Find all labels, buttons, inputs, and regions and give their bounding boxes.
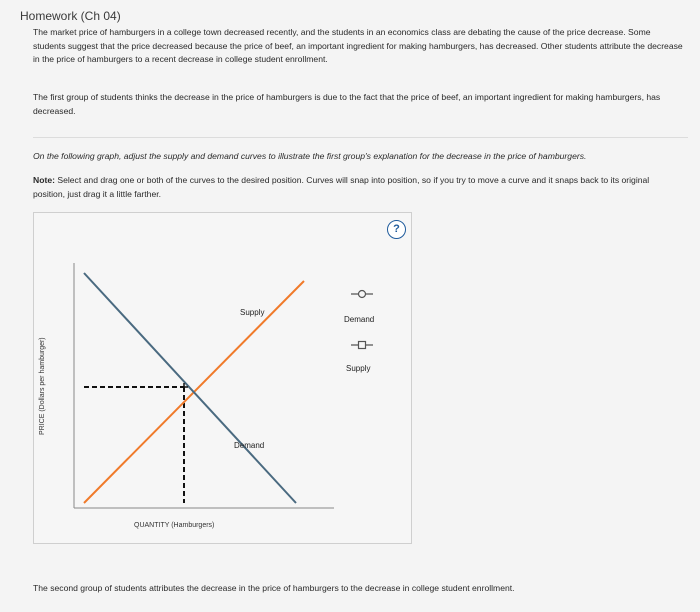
supply-curve-label: Supply [240, 308, 265, 317]
legend-demand-item[interactable] [344, 291, 374, 325]
group2-paragraph: The second group of students attributes the decrease in the price of hamburgers to the decrease in college student enrollment. [33, 583, 515, 593]
demand-marker-icon [359, 291, 366, 298]
page-title: Homework (Ch 04) [20, 9, 121, 23]
note-paragraph [33, 174, 683, 201]
x-axis-label: QUANTITY (Hamburgers) [134, 522, 215, 529]
supply-marker-icon [359, 342, 366, 349]
demand-curve-label: Demand [234, 441, 265, 450]
instructions-paragraph: On the following graph, adjust the supply and demand curves to illustrate the first group's explanation for the decrease in the price of hamburgers. [33, 151, 587, 161]
group1-paragraph: The first group of students thinks the decrease in the price of hamburgers is due to the fact that the price of beef, an important ingredient for making hamburgers, has decreased. [33, 92, 661, 116]
legend-demand-label: Demand [344, 315, 375, 324]
intro-paragraph: The market price of hamburgers in a college town decreased recently, and the students in an economics class are debating the cause of the price decrease. Some students suggest that the price decreased because the price of beef, an important ingredient for making hamburgers, has decreased. Other students attribute the decrease in the price of hamburgers to a recent decrease in college student enrollment. [33, 27, 683, 64]
supply-demand-graph [34, 213, 411, 543]
note-text: Select and drag one or both of the curves to the desired position. Curves will snap into position, so if you try to move a curve and it snaps back to its original position, just drag it a little farther. [33, 175, 650, 199]
graph-panel [33, 212, 412, 544]
note-label: Note: [33, 175, 55, 185]
legend-supply-item[interactable] [346, 342, 373, 374]
help-button[interactable]: ? [387, 220, 406, 239]
section-divider [33, 137, 688, 138]
y-axis-label: PRICE (Dollars per hamburger) [39, 337, 46, 435]
legend-supply-label: Supply [346, 364, 371, 373]
